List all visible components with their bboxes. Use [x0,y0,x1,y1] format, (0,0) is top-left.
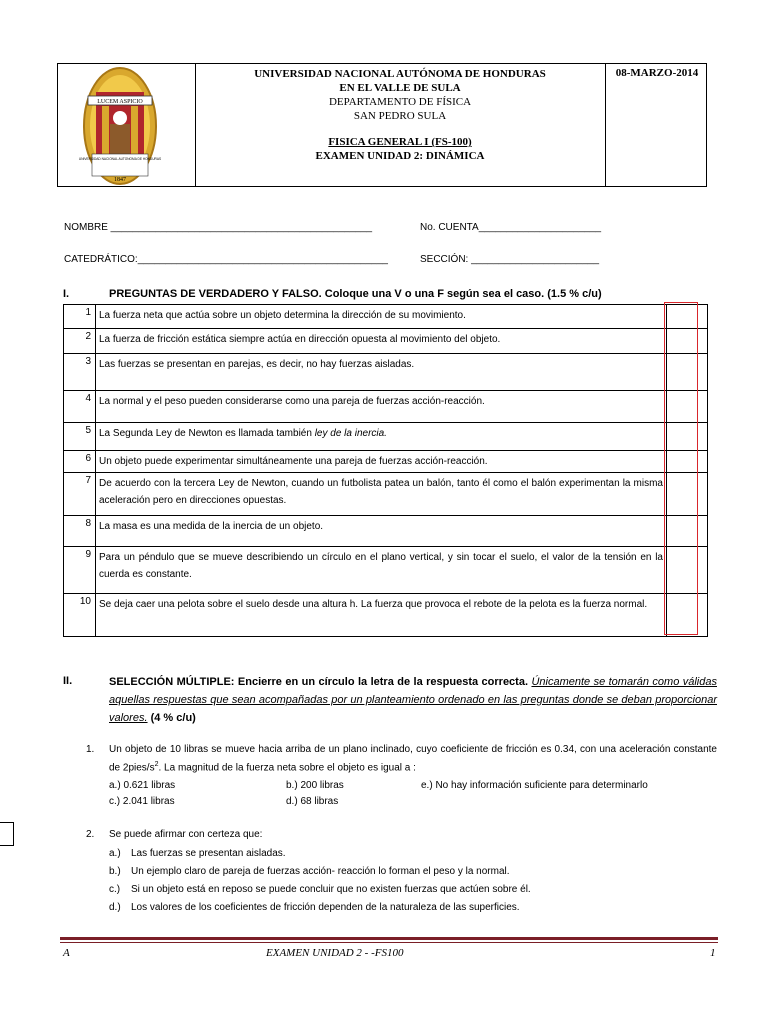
row-statement: Las fuerzas se presentan en parejas, es decir, no hay fuerzas aisladas. [96,354,667,391]
row-number: 1 [64,305,96,329]
q1-option-d[interactable]: d.) 68 libras [286,796,339,807]
seal-lower-text: UNIVERSIDAD NACIONAL AUTONOMA DE HONDURAS [78,157,162,161]
true-false-table [63,304,708,637]
logo-cell [58,64,196,186]
row-statement: La normal y el peso pueden considerarse como una pareja de fuerzas acción-reacción. [96,391,667,423]
q2-option-b-letter[interactable]: b.) [109,866,121,877]
q2-option-d[interactable]: Los valores de los coeficientes de fricción dependen de la naturaleza de las superficies. [131,902,520,913]
q1-text-a: Un objeto de 10 libras se mueve hacia arriba de un plano inclinado, cuyo coeficiente de fricción es 0.34, con una aceleración constante de 2pies/s [109,744,717,774]
q2-option-a[interactable]: Las fuerzas se presentan aisladas. [131,848,286,859]
row-number: 9 [64,547,96,594]
footer-rule-thin [60,942,718,943]
row-statement: Un objeto puede experimentar simultáneamente una pareja de fuerzas acción-reacción. [96,451,667,473]
section2-note: Únicamente se tomarán como válidas aquellas respuestas que sean acompañadas por un planteamiento ordenado en las preguntas donde se deban proporcionar valores. [109,676,717,724]
section2-header [109,673,717,727]
q1-option-a[interactable]: a.) 0.621 libras [109,780,176,791]
cuenta-field[interactable]: No. CUENTA______________________ [420,222,602,233]
table-row [64,516,708,547]
university-name: UNIVERSIDAD NACIONAL AUTÓNOMA DE HONDURAS [254,68,546,80]
table-row [64,391,708,423]
footer-center: EXAMEN UNIDAD 2 - -FS100 [266,947,404,959]
course-name: FISICA GENERAL I (FS-100) [328,136,472,148]
row-statement: La fuerza de fricción estática siempre actúa en dirección opuesta al movimiento del objeto. [96,329,667,354]
q2-number: 2. [86,829,95,840]
q2-option-d-letter[interactable]: d.) [109,902,121,913]
exam-date: 08-MARZO-2014 [605,64,708,186]
table-row [64,594,708,637]
section2-instruction: Encierre en un círculo la letra de la respuesta correcta. [237,676,529,688]
row-number: 7 [64,473,96,516]
table-row [64,423,708,451]
city-name: SAN PEDRO SULA [353,110,447,122]
row-statement-italic: ley de la inercia. [314,428,387,439]
table-row [64,305,708,329]
row-statement [96,423,667,451]
seal-banner-text: LUCEM ASPICIO [97,99,143,105]
q1-superscript: 2 [154,761,159,768]
row-number: 2 [64,329,96,354]
table-row [64,329,708,354]
row-statement: Para un péndulo que se mueve describiendo un círculo en el plano vertical, y sin tocar el suelo, el valor de la tensión en la cuerda es constante. [96,547,667,594]
nombre-field[interactable]: NOMBRE _______________________________________________ [64,222,373,233]
department-name: DEPARTAMENTO DE FÍSICA [328,96,472,108]
footer-left: A [63,947,70,959]
header-title-block [195,64,605,186]
exam-title: EXAMEN UNIDAD 2: DINÁMICA [315,150,485,162]
q2-text: Se puede afirmar con certeza que: [109,829,263,840]
table-row [64,451,708,473]
margin-box [0,822,14,846]
row-statement: La masa es una medida de la inercia de un objeto. [96,516,667,547]
row-statement: Se deja caer una pelota sobre el suelo desde una altura h. La fuerza que provoca el rebote de la pelota es la fuerza normal. [96,594,667,637]
section1-title: PREGUNTAS DE VERDADERO Y FALSO. Coloque una V o una F según sea el caso. (1.5 % c/u) [109,288,602,300]
section1-numeral: I. [63,288,70,300]
q1-number: 1. [86,744,95,755]
q1-option-c[interactable]: c.) 2.041 libras [109,796,175,807]
seal-year: 1847 [114,177,126,183]
q1-option-e[interactable]: e.) No hay información suficiente para determinarlo [421,780,648,791]
footer-rule-thick [60,937,718,940]
q2-option-b[interactable]: Un ejemplo claro de pareja de fuerzas acción- reacción lo forman el peso y la normal. [131,866,510,877]
table-row [64,547,708,594]
catedratico-field[interactable]: CATEDRÁTICO:_____________________________________________ [64,254,388,265]
row-number: 8 [64,516,96,547]
row-number: 5 [64,423,96,451]
section2-title: SELECCIÓN MÚLTIPLE: [109,676,235,688]
table-row [64,473,708,516]
campus-name: EN EL VALLE DE SULA [339,82,461,94]
table-row [64,354,708,391]
row-statement-text: La Segunda Ley de Newton es llamada también [99,428,312,439]
section2-points: (4 % c/u) [150,712,196,724]
row-statement: De acuerdo con la tercera Ley de Newton, cuando un futbolista patea un balón, tanto él como el balón experimentan la misma aceleración pero en direcciones opuestas. [96,473,667,516]
q1-text-b: . La magnitud de la fuerza neta sobre el objeto es igual a : [158,762,416,774]
footer-page-number: 1 [710,947,716,959]
row-number: 6 [64,451,96,473]
answer-highlight-box [664,302,698,635]
q2-option-c[interactable]: Si un objeto está en reposo se puede concluir que no existen fuerzas que actúen sobre él. [131,884,531,895]
row-number: 4 [64,391,96,423]
q1-text [109,742,717,775]
row-number: 10 [64,594,96,637]
q2-option-c-letter[interactable]: c.) [109,884,121,895]
row-number: 3 [64,354,96,391]
university-seal-logo [58,64,195,188]
exam-header [57,63,707,187]
section2-numeral: II. [63,675,73,687]
row-statement: La fuerza neta que actúa sobre un objeto determina la dirección de su movimiento. [96,305,667,329]
q2-option-a-letter[interactable]: a.) [109,848,121,859]
q1-option-b[interactable]: b.) 200 libras [286,780,344,791]
seccion-field[interactable]: SECCIÓN: _______________________ [420,254,600,265]
